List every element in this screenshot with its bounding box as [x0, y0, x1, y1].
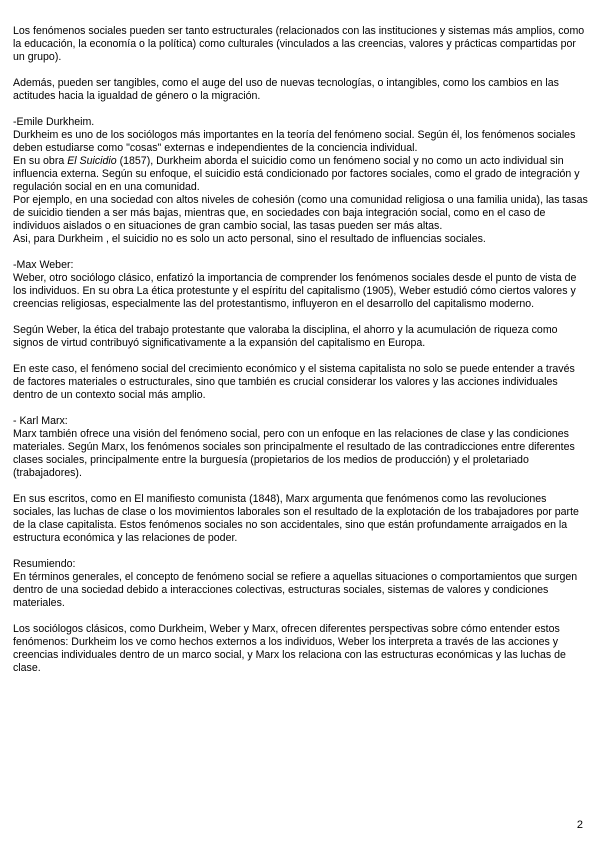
intro-paragraph-2: Además, pueden ser tangibles, como el auge del uso de nuevas tecnologías, o intangibles, como los cambios en las actitudes hacia la igualdad de género o la migración.: [13, 77, 559, 102]
page-number: 2: [576, 819, 583, 831]
weber-section: [13, 259, 588, 402]
durkheim-paragraph-3: Por ejemplo, en una sociedad con altos niveles de cohesión (como una comunidad religiosa o una familia unida), las tasas de suicidio tienden a ser más bajas, mientras que, en sociedades con baja integración social, como en el caso de individuos aislados o en situaciones de gran cambio social, las tasas pueden ser más altas.: [13, 194, 588, 232]
weber-heading: -Max Weber:: [13, 259, 74, 271]
weber-paragraph-1: Weber, otro sociólogo clásico, enfatizó la importancia de comprender los fenómenos sociales desde el punto de vista de los individuos. En su obra La ética protestunte y el espíritu del capitalismo (1905), Weber estudió cómo ciertos valores y creencias religiosas, especialmente las del protestantismo, influyeron en el desarrollo del capitalismo moderno.: [13, 272, 577, 310]
intro-paragraph-1: Los fenómenos sociales pueden ser tanto estructurales (relacionados con las instituciones y sistemas más amplios, como la educación, la economía o la política) como culturales (vinculados a las creencias, valores y prácticas compartidas por un grupo).: [13, 25, 585, 63]
durkheim-p2-prefix: En su obra: [13, 155, 68, 167]
durkheim-paragraph-2: [13, 155, 588, 194]
durkheim-p2-rest: (1857), Durkheim aborda el suicidio como un fenómeno social y no como un acto individual sin influencia externa. Según su enfoque, el suicidio está condicionado por factores sociales, como el grado de integración y regulación social en en una comunidad.: [13, 155, 580, 193]
summary-paragraph-2: Los sociólogos clásicos, como Durkheim, Weber y Marx, ofrecen diferentes perspectivas sobre cómo entender estos fenómenos: Durkheim los ve como hechos externos a los individuos, Weber los interpreta a través de las acciones y creencias individuales dentro de un marco social, y Marx los relaciona con las estructuras económicas y las luchas de clase.: [13, 623, 566, 674]
summary-section: [13, 558, 588, 675]
marx-paragraph-1: Marx también ofrece una visión del fenómeno social, pero con un enfoque en las relaciones de clase y las condiciones materiales. Según Marx, los fenómenos sociales son principalmente el resultado de las contradicciones entre diferentes clases sociales, principalmente entre la burguesía (propietarios de los medios de producción) y el proletariado (trabajadores).: [13, 428, 575, 479]
document-body: [13, 25, 588, 688]
durkheim-paragraph-1: Durkheim es uno de los sociólogos más importantes en la teoría del fenómeno social. Según él, los fenómenos sociales deben estudiarse como "cosas" externas e independientes de la conciencia individual.: [13, 129, 576, 154]
weber-paragraph-2: Según Weber, la ética del trabajo protestante que valoraba la disciplina, el ahorro y la acumulación de riqueza como signos de virtud contribuyó significativamente a la expansión del capitalismo en Europa.: [13, 324, 558, 349]
marx-section: [13, 415, 588, 545]
durkheim-paragraph-4: Asi, para Durkheim , el suicidio no es solo un acto personal, sino el resultado de influencias sociales.: [13, 233, 486, 245]
marx-heading: - Karl Marx:: [13, 415, 68, 427]
summary-paragraph-1: En términos generales, el concepto de fenómeno social se refiere a aquellas situaciones o comportamientos que surgen dentro de una sociedad debido a interacciones colectivas, estructuras sociales, sistemas de valores y condiciones materiales.: [13, 571, 578, 609]
marx-paragraph-2: En sus escritos, como en El manifiesto comunista (1848), Marx argumenta que fenómenos como las revoluciones sociales, las luchas de clase o los movimientos laborales son el resultado de la explotación de los trabajadores por parte de la clase capitalista. Estos fenómenos sociales no son accidentales, sino que están profundamente arraigados en la estructura económica y las relaciones de poder.: [13, 493, 579, 544]
weber-paragraph-3: En este caso, el fenómeno social del crecimiento económico y el sistema capitalista no solo se puede entender a través de factores materiales o estructurales, sino que también es crucial considerar los valores y las acciones individuales dentro de un contexto social más amplio.: [13, 363, 575, 401]
durkheim-section: [13, 116, 588, 246]
summary-heading: Resumiendo:: [13, 558, 76, 570]
book-title-el-suicidio: El Suicidio: [67, 155, 117, 167]
durkheim-heading: -Emile Durkheim.: [13, 116, 95, 128]
